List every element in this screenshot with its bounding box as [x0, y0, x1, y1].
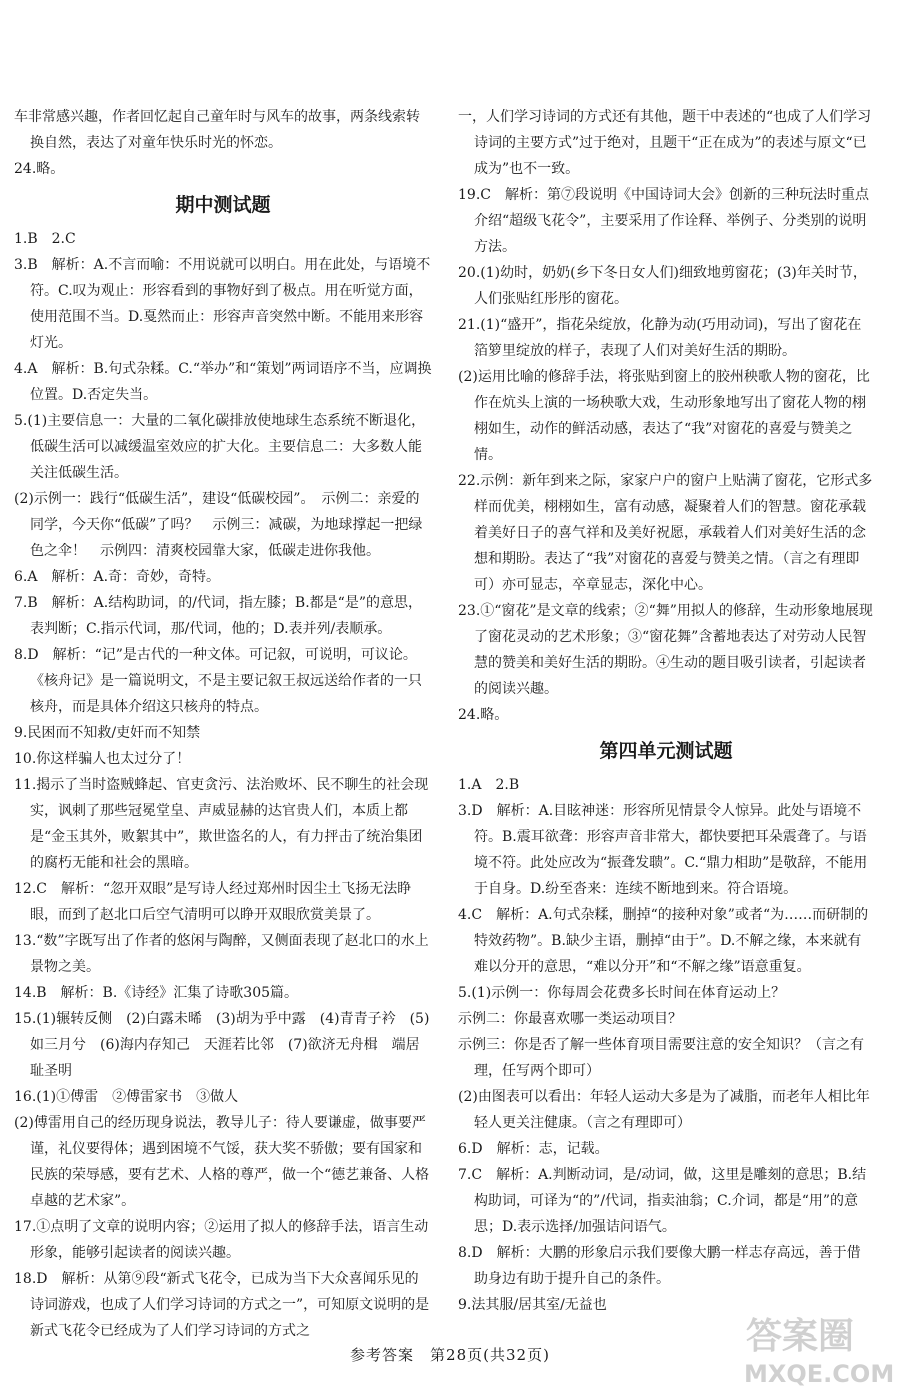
answer-paragraph: (2)傅雷用自己的经历现身说法，教导儿子：待人要谦虚，做事要严谨，礼仪要得体；遇到困境不气馁，获大奖不骄傲；要有国家和民族的荣辱感，要有艺术、人格的尊严，做一个“德艺兼备、人格卓越的艺术家”。	[14, 1115, 430, 1209]
answer-paragraph: 10.你这样骗人也太过分了！	[14, 751, 191, 767]
answer-paragraph: 8.D 解析：大鹏的形象启示我们要像大鹏一样志存高远，善于借助身边有助于提升自己的条件。	[458, 1245, 861, 1287]
answer-paragraph: 一，人们学习诗词的方式还有其他，题干中表述的“也成了人们学习诗词的主要方式”过于绝对，且题干“正在成为”的表述与原文“已成为”也不一致。	[458, 109, 872, 177]
left-column	[14, 104, 432, 1344]
answer-paragraph: 5.(1)示例一：你每周会花费多长时间在体育运动上？	[458, 985, 786, 1001]
section-heading: 第四单元测试题	[599, 740, 733, 762]
answer-paragraph: (2)示例一：践行“低碳生活”，建设“低碳校园”。 示例二：亲爱的同学，今天你“低碳”了吗？ 示例三：减碳，为地球撑起一把绿色之伞！ 示例四：清爽校园靠大家，低碳走进你我他。	[14, 491, 423, 559]
answer-paragraph: 1.A 2.B	[458, 777, 520, 793]
answer-paragraph: 4.C 解析：A.句式杂糅，删掉“的接种对象”或者“为……而研制的特效药物”。B.缺少主语，删掉“由于”。D.不解之缘，本来就有难以分开的意思，“难以分开”和“不解之缘”语意重复。	[458, 907, 869, 975]
answer-paragraph: 6.A 解析：A.奇：奇妙，奇特。	[14, 569, 221, 585]
answer-paragraph: 5.(1)主要信息一：大量的二氧化碳排放使地球生态系统不断退化，低碳生活可以减缓温室效应的扩大化。主要信息二：大多数人能关注低碳生活。	[14, 413, 426, 481]
answer-paragraph: 车非常感兴趣，作者回忆起自己童年时与风车的故事，两条线索转换自然，表达了对童年快乐时光的怀恋。	[14, 109, 420, 151]
watermark-line2: MXQE.COM	[744, 1360, 895, 1388]
answer-paragraph: 6.D 解析：志，记载。	[458, 1141, 609, 1157]
answer-paragraph: 14.B 解析：B.《诗经》汇集了诗歌305篇。	[14, 985, 299, 1001]
answer-paragraph: 18.D 解析：从第⑨段“新式飞花令，已成为当下大众喜闻乐见的诗词游戏，也成了人们学习诗词的方式之一”，可知原文说明的是新式飞花令已经成为了人们学习诗词的方式之	[14, 1271, 430, 1339]
answer-paragraph: 12.C 解析：“忽开双眼”是写诗人经过郑州时因尘土飞扬无法睁眼，而到了赵北口后空气清明可以睁开双眼欣赏美景了。	[14, 881, 412, 923]
answer-paragraph: 24.略。	[458, 707, 509, 723]
section-heading: 期中测试题	[175, 194, 271, 216]
answer-paragraph: 3.D 解析：A.目眩神迷：形容所见情景令人惊异。此处与语境不符。B.震耳欲聋：形容声音非常大，都快要把耳朵震聋了。与语境不符。此处应改为“振聋发聩”。C.“鼎力相助”是敬辞，不能用于自身。D.纷至沓来：连续不断地到来。符合语境。	[458, 803, 868, 897]
answer-paragraph: 15.(1)辗转反侧 (2)白露未晞 (3)胡为乎中露 (4)青青子衿 (5)如三月兮 (6)海内存知己 天涯若比邻 (7)欲济无舟楫 端居耻圣明	[14, 1011, 430, 1079]
answer-paragraph: (2)运用比喻的修辞手法，将张贴到窗上的胶州秧歌人物的窗花，比作在炕头上演的一场秧歌大戏，生动形象地写出了窗花人物的栩栩如生，动作的鲜活动感，表达了“我”对窗花的喜爱与赞美之情。	[458, 369, 870, 463]
answer-paragraph: 7.B 解析：A.结构助词，的/代词，指左膝；B.都是“是”的意思，表判断；C.指示代词，那/代词，他的；D.表并列/表顺承。	[14, 595, 422, 637]
answer-paragraph: 4.A 解析：B.句式杂糅。C.“举办”和“策划”两词语序不当，应调换位置。D.否定失当。	[14, 361, 432, 403]
answer-paragraph: 19.C 解析：第⑦段说明《中国诗词大会》创新的三种玩法时重点介绍“超级飞花令”，主要采用了作诠释、举例子、分类别的说明方法。	[458, 187, 869, 255]
answer-paragraph: 24.略。	[14, 161, 65, 177]
answer-paragraph: 8.D 解析：“记”是古代的一种文体。可记叙，可说明，可议论。《核舟记》是一篇说明文，不是主要记叙王叔远送给作者的一只核舟，而是具体介绍这只核舟的特点。	[14, 647, 422, 715]
answer-paragraph: 示例三：你是否了解一些体育项目需要注意的安全知识？（言之有理，任写两个即可）	[458, 1037, 864, 1079]
answer-paragraph: 1.B 2.C	[14, 231, 76, 247]
answer-paragraph: 示例二：你最喜欢哪一类运动项目？	[458, 1011, 682, 1027]
answer-paragraph: (2)由图表可以看出：年轻人运动大多是为了减脂，而老年人相比年轻人更关注健康。（言之有理即可）	[458, 1089, 870, 1131]
answer-paragraph: 13.“数”字既写出了作者的悠闲与陶醉，又侧面表现了赵北口的水上景物之美。	[14, 933, 429, 975]
answer-paragraph: 17.①点明了文章的说明内容；②运用了拟人的修辞手法，语言生动形象，能够引起读者的阅读兴趣。	[14, 1219, 429, 1261]
watermark-line1: 答案圈	[746, 1316, 855, 1357]
answer-paragraph: 16.(1)①傅雷 ②傅雷家书 ③做人	[14, 1089, 239, 1105]
page-footer: 参考答案 第28页(共32页)	[350, 1346, 550, 1364]
right-column	[458, 104, 874, 1318]
watermark-logo	[736, 1304, 896, 1390]
answer-paragraph: 9.法其服/居其室/无益也	[458, 1297, 607, 1313]
answer-paragraph: 21.(1)“盛开”，指花朵绽放，化静为动(巧用动词)，写出了窗花在箔箩里绽放的样子，表现了人们对美好生活的期盼。	[458, 317, 862, 359]
answer-paragraph: 23.①“窗花”是文章的线索；②“舞”用拟人的修辞，生动形象地展现了窗花灵动的艺术形象；③“窗花舞”含蓄地表达了对劳动人民智慧的赞美和美好生活的期盼。④生动的题目吸引读者，引起读者的阅读兴趣。	[458, 603, 873, 697]
answer-paragraph: 11.揭示了当时盗贼蜂起、官吏贪污、法治败坏、民不聊生的社会现实，讽刺了那些冠冕堂皇、声威显赫的达官贵人们，本质上都是“金玉其外，败絮其中”，欺世盗名的人，有力抨击了统治集团的腐朽无能和社会的黑暗。	[14, 777, 429, 871]
answer-paragraph: 7.C 解析：A.判断动词，是/动词，做，这里是雕刻的意思；B.结构助词，可译为“的”/代词，指卖油翁；C.介词，都是“用”的意思；D.表示选择/加强诘问语气。	[458, 1167, 867, 1235]
answer-paragraph: 3.B 解析：A.不言而喻：不用说就可以明白。用在此处，与语境不符。C.叹为观止：形容看到的事物好到了极点。用在听觉方面，使用范围不当。D.戛然而止：形容声音突然中断。不能用来形容灯光。	[14, 257, 431, 351]
answer-paragraph: 20.(1)幼时，奶奶(乡下冬日女人们)细致地剪窗花；(3)年关时节，人们张贴红彤彤的窗花。	[458, 265, 867, 307]
answer-paragraph: 22.示例：新年到来之际，家家户户的窗户上贴满了窗花，它形式多样而优美，栩栩如生，富有动感，凝聚着人们的智慧。窗花承载着美好日子的喜气祥和及美好祝愿，承载着人们对美好生活的念想和期盼。表达了“我”对窗花的喜爱与赞美之情。（言之有理即可）亦可显志，卒章显志，深化中心。	[458, 473, 873, 593]
answer-paragraph: 9.民困而不知救/吏奸而不知禁	[14, 725, 201, 741]
